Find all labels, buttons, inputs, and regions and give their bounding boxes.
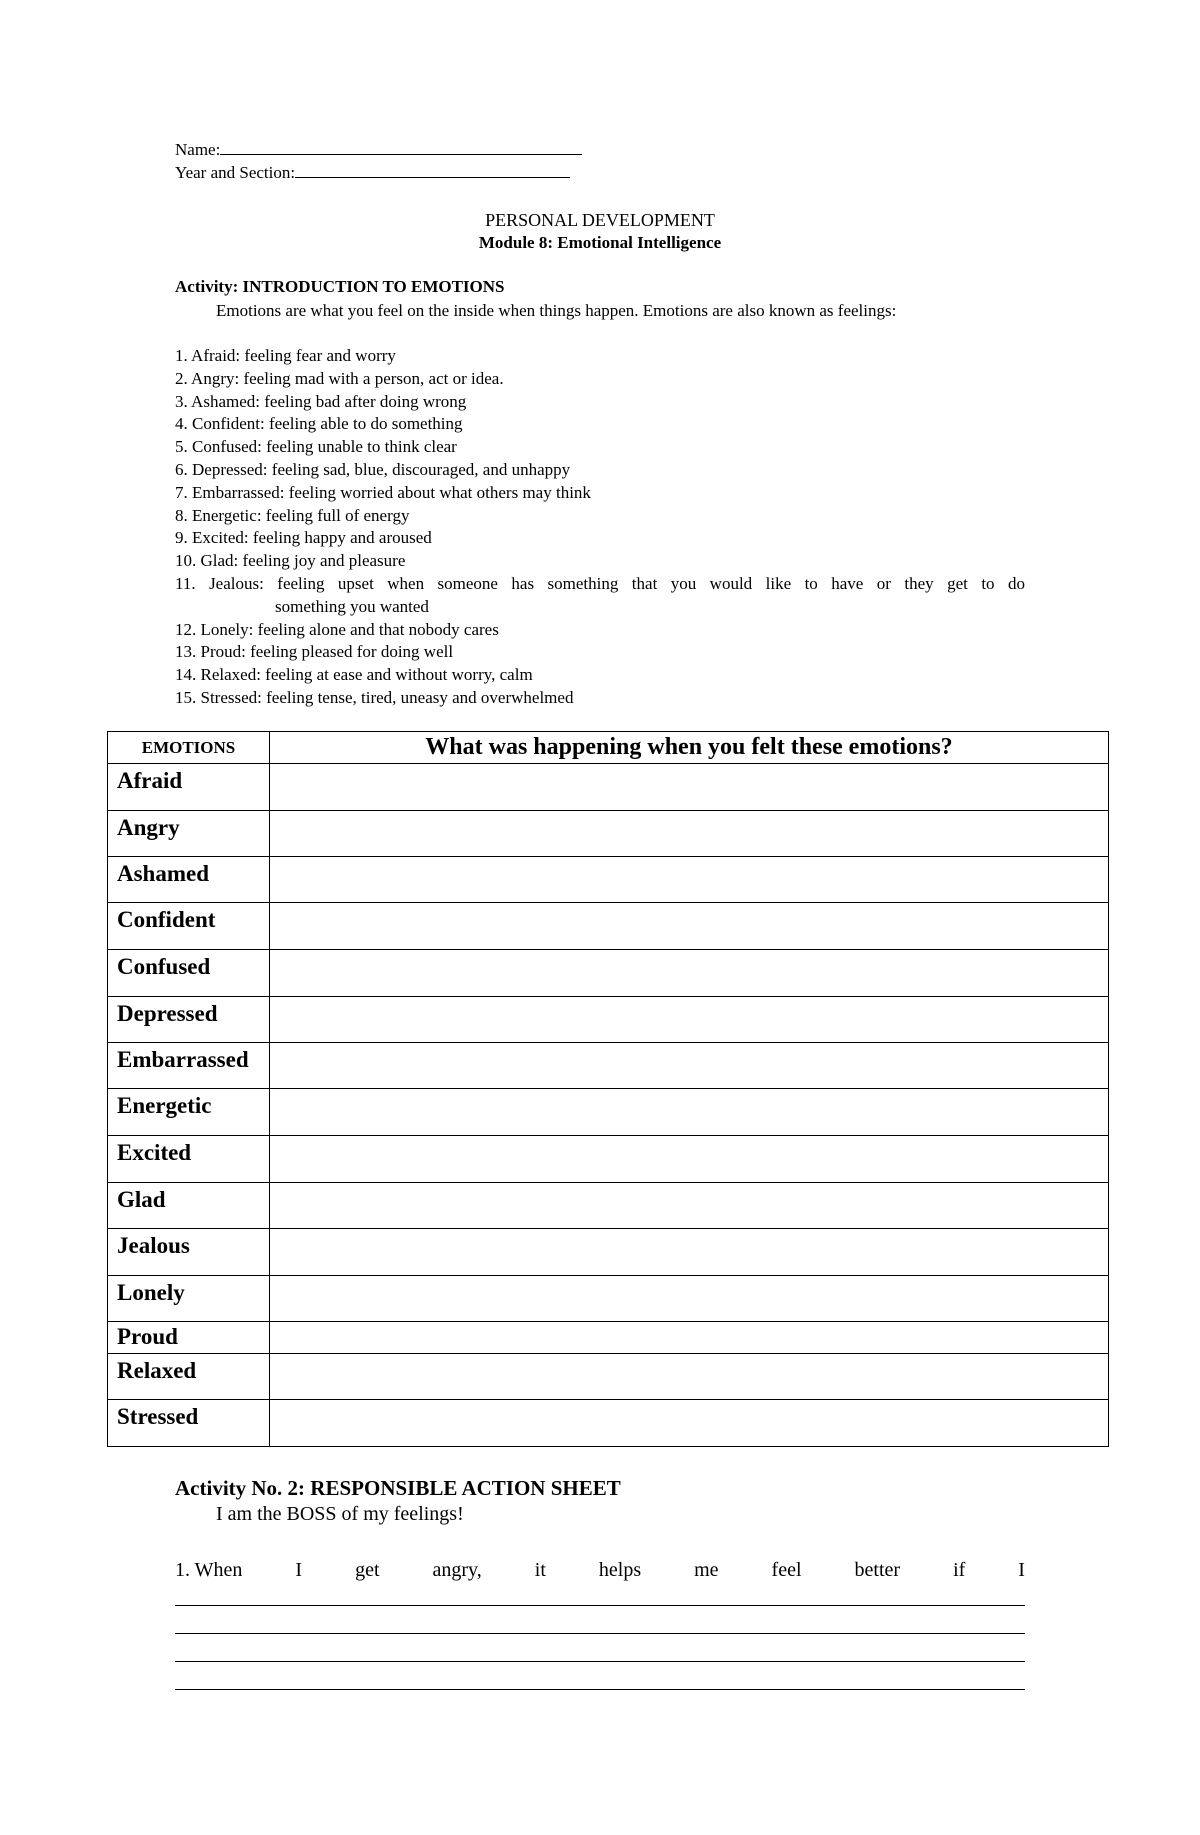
- definition-item: 8. Energetic: feeling full of energy: [175, 505, 410, 525]
- year-section-field-row: [175, 163, 570, 183]
- emotion-label: Lonely: [108, 1276, 270, 1322]
- prompt-word: feel: [771, 1559, 802, 1581]
- emotion-label: Glad: [108, 1183, 270, 1229]
- answer-line[interactable]: [175, 1661, 1025, 1662]
- prompt-word: it: [534, 1559, 546, 1581]
- response-cell[interactable]: [270, 1354, 1109, 1400]
- emotion-label: Confused: [108, 950, 270, 997]
- definition-item: 1. Afraid: feeling fear and worry: [175, 346, 396, 365]
- definition-item: 5. Confused: feeling unable to think clear: [175, 437, 457, 457]
- definition-item-continuation: something you wanted: [275, 596, 429, 616]
- table-row: [108, 997, 1109, 1043]
- definition-item: 10. Glad: feeling joy and pleasure: [175, 551, 406, 571]
- emotion-label: Ashamed: [108, 857, 270, 903]
- emotion-label: Confident: [108, 903, 270, 950]
- emotion-label: Relaxed: [108, 1354, 270, 1400]
- table-row: [108, 1043, 1109, 1089]
- response-cell[interactable]: [270, 1043, 1109, 1089]
- response-cell[interactable]: [270, 764, 1109, 811]
- table-row: [108, 764, 1109, 811]
- definition-item: 3. Ashamed: feeling bad after doing wrong: [175, 391, 467, 411]
- activity1-intro: Emotions are what you feel on the inside when things happen. Emotions are also known as feelings:: [216, 301, 897, 320]
- table-row: [108, 950, 1109, 997]
- answer-line[interactable]: [175, 1605, 1025, 1606]
- prompt-word: I: [295, 1559, 303, 1581]
- definition-item: 2. Angry: feeling mad with a person, act or idea.: [175, 368, 504, 388]
- prompt-word: helps: [598, 1559, 642, 1581]
- prompt-word: if: [953, 1559, 966, 1581]
- year-section-label: Year and Section:: [175, 163, 296, 182]
- prompt-word: angry,: [432, 1559, 482, 1581]
- emotion-label: Stressed: [108, 1400, 270, 1447]
- table-row: [108, 1400, 1109, 1447]
- emotion-label: Afraid: [108, 764, 270, 811]
- emotion-label: Embarrassed: [108, 1043, 270, 1089]
- happening-column-header: What was happening when you felt these emotions?: [270, 732, 1109, 764]
- prompt-word: me: [694, 1559, 719, 1581]
- table-row: [108, 1276, 1109, 1322]
- prompt-word: 1. When: [175, 1559, 243, 1581]
- definition-item: 4. Confident: feeling able to do something: [175, 414, 463, 434]
- prompt-word: I: [1018, 1559, 1025, 1581]
- response-cell[interactable]: [270, 950, 1109, 997]
- table-row: [108, 1089, 1109, 1136]
- activity2-subtitle: I am the BOSS of my feelings!: [216, 1503, 464, 1525]
- definition-item: 15. Stressed: feeling tense, tired, uneasy and overwhelmed: [175, 687, 574, 707]
- name-label: Name:: [175, 140, 221, 159]
- response-cell[interactable]: [270, 857, 1109, 903]
- response-cell[interactable]: [270, 811, 1109, 857]
- response-cell[interactable]: [270, 1089, 1109, 1136]
- prompt-word: get: [355, 1559, 380, 1581]
- prompt-word: better: [854, 1559, 901, 1581]
- response-cell[interactable]: [270, 1229, 1109, 1276]
- response-cell[interactable]: [270, 1183, 1109, 1229]
- table-row: [108, 1136, 1109, 1183]
- year-section-input-line[interactable]: [295, 177, 570, 178]
- definition-item: 14. Relaxed: feeling at ease and without worry, calm: [175, 665, 533, 685]
- emotion-label: Energetic: [108, 1089, 270, 1136]
- table-row: [108, 1354, 1109, 1400]
- table-row: [108, 1229, 1109, 1276]
- table-row: [108, 811, 1109, 857]
- emotion-label: Depressed: [108, 997, 270, 1043]
- definition-item: 12. Lonely: feeling alone and that nobody cares: [175, 619, 499, 639]
- response-cell[interactable]: [270, 903, 1109, 950]
- emotions-column-header: EMOTIONS: [108, 732, 270, 764]
- response-cell[interactable]: [270, 1136, 1109, 1183]
- module-title: Module 8: Emotional Intelligence: [478, 233, 722, 252]
- response-cell[interactable]: [270, 1322, 1109, 1354]
- definitions-list: [175, 345, 1025, 710]
- definition-item: 6. Depressed: feeling sad, blue, discouraged, and unhappy: [175, 459, 571, 479]
- definition-item: 11. Jealous: feeling upset when someone has something that you would like to have or they get to do: [175, 573, 1025, 593]
- response-cell[interactable]: [270, 1276, 1109, 1322]
- activity2-prompt: [175, 1559, 1025, 1582]
- subject-title: PERSONAL DEVELOPMENT: [485, 210, 715, 230]
- name-field-row: [175, 140, 582, 160]
- table-row: [108, 1322, 1109, 1354]
- name-input-line[interactable]: [220, 154, 582, 155]
- definition-item: 13. Proud: feeling pleased for doing well: [175, 642, 454, 662]
- answer-line[interactable]: [175, 1633, 1025, 1634]
- emotion-label: Proud: [108, 1322, 270, 1354]
- table-row: [108, 1183, 1109, 1229]
- emotions-table: [107, 731, 1109, 1447]
- emotion-label: Jealous: [108, 1229, 270, 1276]
- activity1-label-prefix: Activity:: [175, 277, 239, 296]
- definition-item: 9. Excited: feeling happy and aroused: [175, 528, 432, 548]
- table-header-row: [108, 732, 1109, 764]
- activity1-heading: [175, 277, 505, 297]
- answer-line[interactable]: [175, 1689, 1025, 1690]
- definition-item: 7. Embarrassed: feeling worried about what others may think: [175, 482, 591, 502]
- table-row: [108, 857, 1109, 903]
- activity2-title: Activity No. 2: RESPONSIBLE ACTION SHEET: [175, 1476, 621, 1500]
- activity1-label-title: INTRODUCTION TO EMOTIONS: [242, 277, 505, 296]
- table-row: [108, 903, 1109, 950]
- emotion-label: Angry: [108, 811, 270, 857]
- emotion-label: Excited: [108, 1136, 270, 1183]
- response-cell[interactable]: [270, 997, 1109, 1043]
- response-cell[interactable]: [270, 1400, 1109, 1447]
